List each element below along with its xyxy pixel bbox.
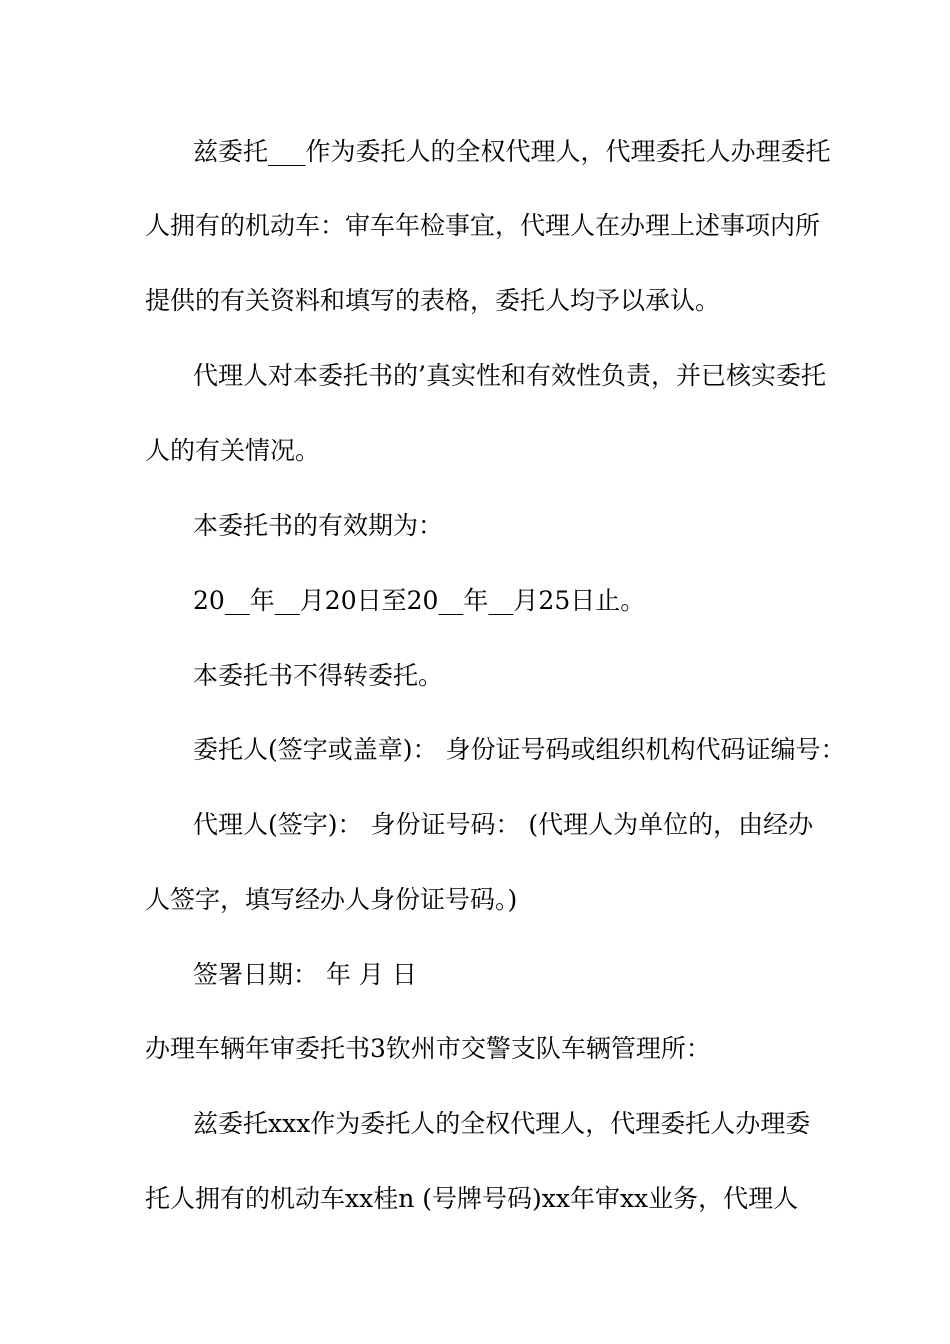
validity-dates: 20__年__月20日至20__年__月25日止。 (193, 586, 646, 615)
agent-signature-line-1: 代理人(签字)： 身份证号码： (代理人为单位的，由经办 (193, 810, 814, 839)
agent-signature-line-2: 人签字，填写经办人身份证号码。) (145, 885, 518, 914)
section-3-line-1: 兹委托xxx作为委托人的全权代理人，代理委托人办理委 (193, 1109, 811, 1138)
paragraph-1-line-2: 人拥有的机动车：审车年检事宜，代理人在办理上述事项内所 (145, 211, 821, 240)
paragraph-2-line-2: 人的有关情况。 (145, 436, 321, 465)
section-3-line-2: 托人拥有的机动车xx桂n (号牌号码)xx年审xx业务，代理人 (145, 1184, 799, 1213)
paragraph-2-line-1: 代理人对本委托书的’真实性和有效性负责，并已核实委托 (193, 361, 826, 390)
validity-heading: 本委托书的有效期为： (193, 511, 444, 540)
signing-date: 签署日期： 年 月 日 (193, 960, 417, 989)
section-3-heading: 办理车辆年审委托书3钦州市交警支队车辆管理所： (145, 1034, 711, 1063)
principal-signature-line: 委托人(签字或盖章)： 身份证号码或组织机构代码证编号： (193, 735, 846, 764)
paragraph-1-line-1: 兹委托___作为委托人的全权代理人，代理委托人办理委托 (193, 137, 831, 166)
paragraph-1-line-3: 提供的有关资料和填写的表格，委托人均予以承认。 (145, 286, 721, 315)
no-subdelegation: 本委托书不得转委托。 (193, 661, 444, 690)
